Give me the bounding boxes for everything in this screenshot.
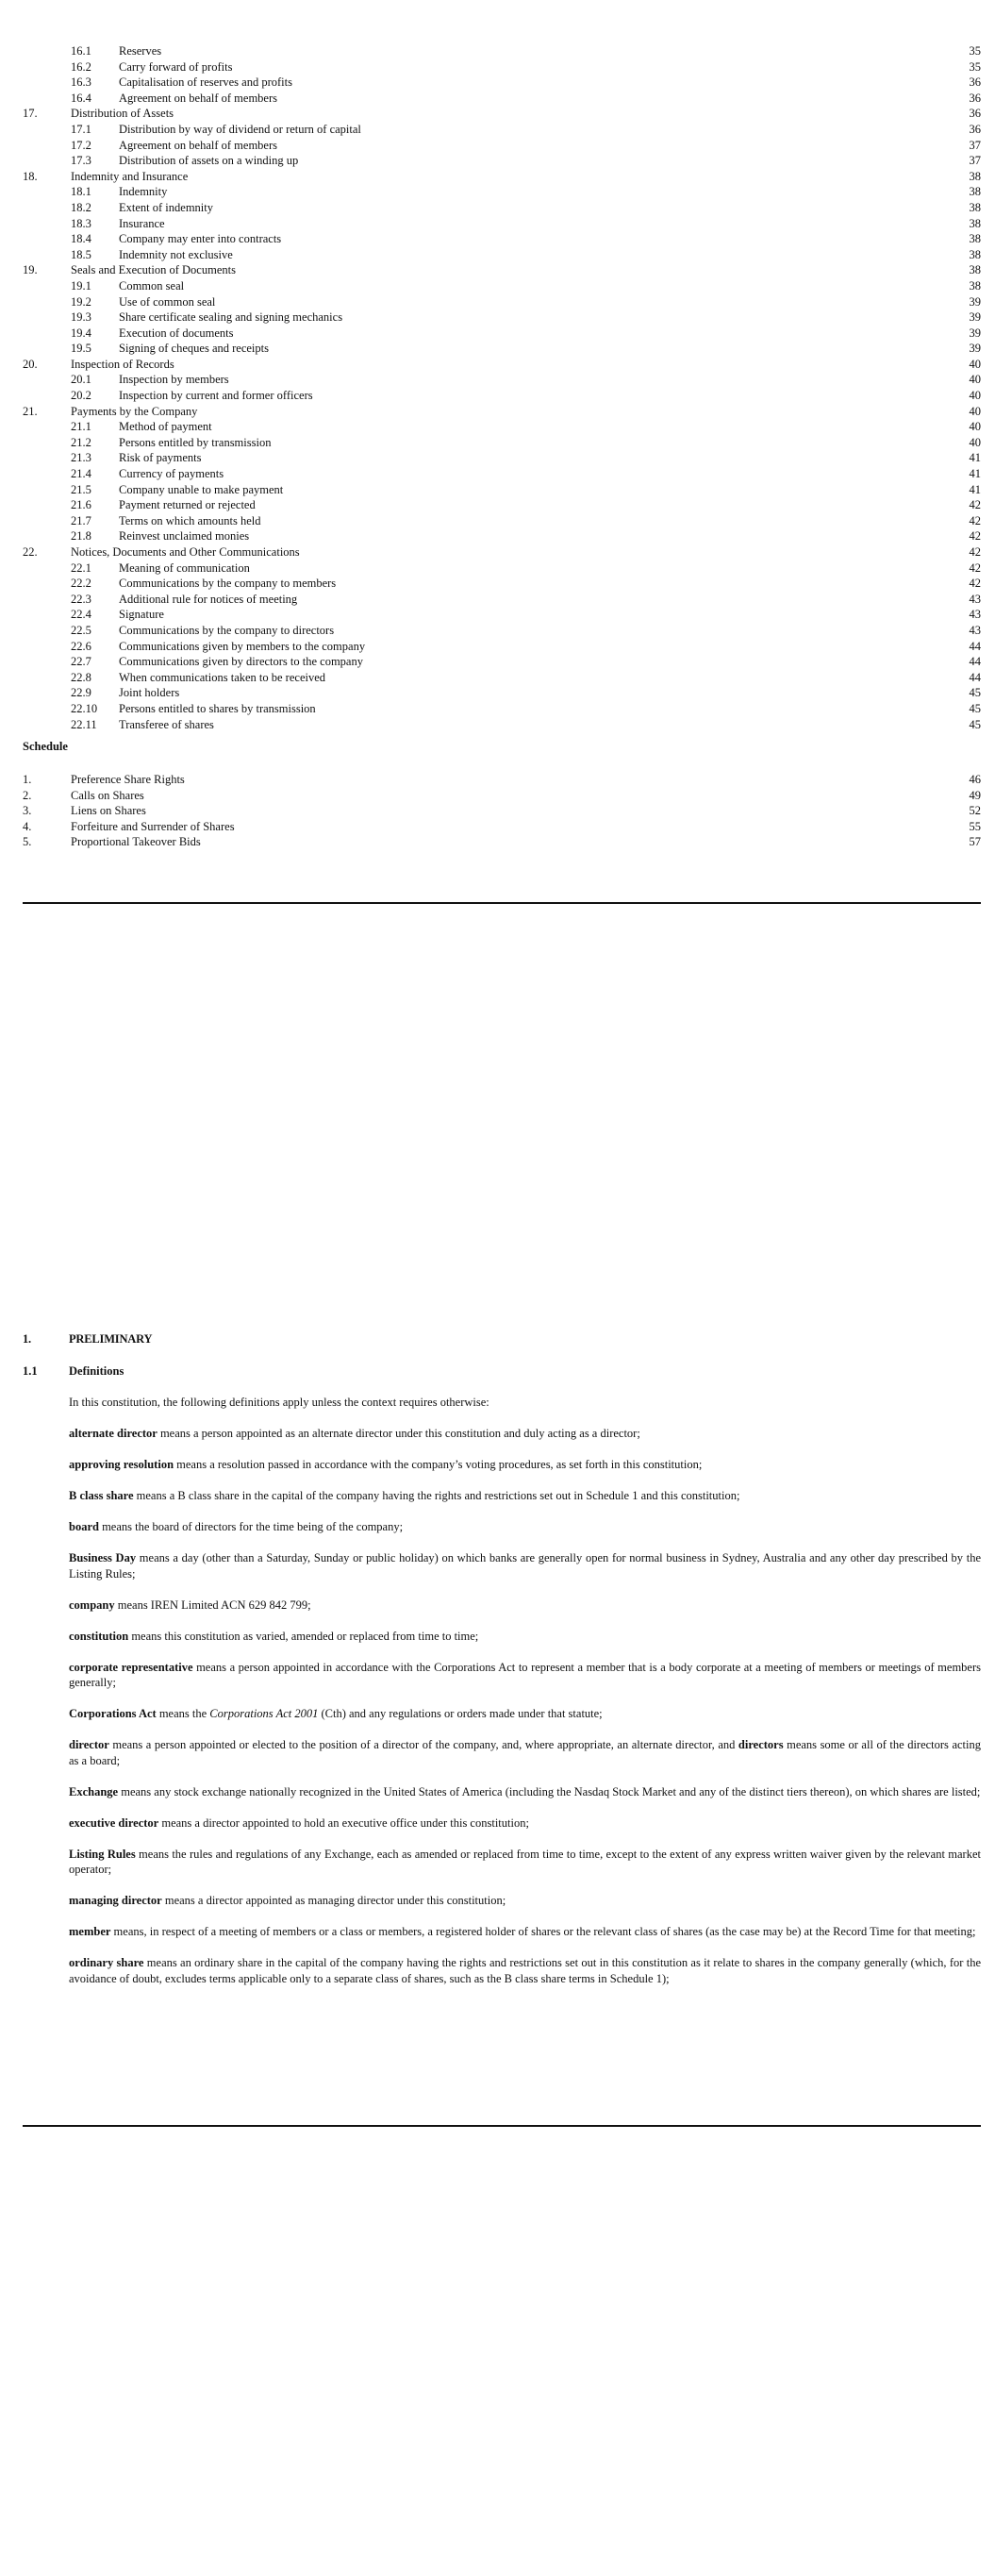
toc-subsection-row[interactable] bbox=[23, 278, 981, 294]
definition-text: means a director appointed to hold an executive office under this constitution; bbox=[158, 1815, 529, 1830]
toc-title: Additional rule for notices of meeting bbox=[119, 592, 298, 606]
toc-number: 21.1 bbox=[71, 420, 91, 434]
definition-text: means a person appointed as an alternate director under this constitution and duly acting as a director; bbox=[157, 1427, 640, 1440]
toc-title: Inspection by current and former officers bbox=[119, 389, 313, 403]
toc-subsection-row[interactable] bbox=[23, 435, 981, 451]
statute-title: Corporations Act 2001 bbox=[209, 1707, 319, 1720]
toc-subsection-row[interactable] bbox=[23, 576, 981, 592]
definition-text: means the board of directors for the time being of the company; bbox=[98, 1520, 404, 1533]
defined-term: director bbox=[69, 1738, 109, 1751]
toc-section-row[interactable] bbox=[23, 357, 981, 373]
toc-title: Agreement on behalf of members bbox=[119, 138, 277, 152]
defined-term: B class share bbox=[69, 1489, 134, 1502]
toc-page-number: 35 bbox=[969, 59, 981, 74]
schedule-number: 4. bbox=[23, 819, 32, 833]
toc-title: When communications taken to be received bbox=[119, 670, 326, 684]
toc-page-number: 42 bbox=[969, 529, 981, 544]
toc-page-number: 41 bbox=[969, 482, 981, 496]
definition-paragraph bbox=[69, 1426, 981, 1442]
schedule-number: 5. bbox=[23, 835, 32, 849]
toc-page-number: 45 bbox=[969, 701, 981, 715]
toc-page-number: 39 bbox=[969, 326, 981, 340]
toc-subsection-row[interactable] bbox=[23, 607, 981, 623]
toc-title: Company unable to make payment bbox=[119, 482, 284, 496]
toc-title: Reinvest unclaimed monies bbox=[119, 529, 250, 544]
toc-title: Communications given by members to the company bbox=[119, 639, 366, 653]
definition-text: (Cth) and any regulations or orders made under that statute; bbox=[318, 1707, 603, 1720]
toc-subsection-row[interactable] bbox=[23, 450, 981, 466]
toc-number: 20. bbox=[23, 357, 38, 371]
intro-paragraph: In this constitution, the following definitions apply unless the context requires otherwise: bbox=[69, 1396, 489, 1409]
defined-term: Exchange bbox=[69, 1784, 119, 1798]
toc-title: Currency of payments bbox=[119, 467, 224, 481]
toc-page-number: 38 bbox=[969, 216, 981, 230]
toc-subsection-row[interactable] bbox=[23, 91, 981, 107]
toc-number: 18.3 bbox=[71, 216, 91, 230]
toc-subsection-row[interactable] bbox=[23, 294, 981, 310]
definition-text: means a B class share in the capital of the company having the rights and restrictions set out in Schedule 1 and this constitution; bbox=[133, 1489, 740, 1502]
toc-page-number: 42 bbox=[969, 560, 981, 575]
toc-number: 18. bbox=[23, 169, 38, 183]
toc-number: 21.2 bbox=[71, 435, 91, 449]
toc-subsection-row[interactable] bbox=[23, 341, 981, 357]
section-title: PRELIMINARY bbox=[69, 1332, 153, 1346]
toc-page-number: 40 bbox=[969, 357, 981, 371]
toc-number: 19.1 bbox=[71, 278, 91, 293]
toc-section-row[interactable] bbox=[23, 404, 981, 420]
toc-subsection-row[interactable] bbox=[23, 200, 981, 216]
toc-number: 21.8 bbox=[71, 529, 91, 544]
toc-page-number: 36 bbox=[969, 75, 981, 90]
toc-title: Execution of documents bbox=[119, 326, 234, 340]
toc-title: Inspection by members bbox=[119, 373, 229, 387]
toc-title: Method of payment bbox=[119, 420, 212, 434]
defined-term: company bbox=[69, 1597, 115, 1612]
toc-title: Inspection of Records bbox=[71, 357, 174, 371]
definition-paragraph bbox=[69, 1488, 981, 1504]
schedule-row[interactable] bbox=[23, 788, 981, 804]
toc-number: 22.3 bbox=[71, 592, 91, 606]
definition-text: means any stock exchange nationally recognized in the United States of America (including the Nasdaq Stock Market and any of the distinct tiers thereon), on which shares are listed; bbox=[118, 1784, 981, 1798]
toc-section-row[interactable] bbox=[23, 169, 981, 185]
toc-title: Meaning of communication bbox=[119, 560, 250, 575]
toc-title: Communications by the company to members bbox=[119, 577, 337, 591]
toc-number: 16.1 bbox=[71, 44, 91, 58]
toc-subsection-row[interactable] bbox=[23, 513, 981, 529]
toc-number: 17. bbox=[23, 107, 38, 121]
toc-number: 16.4 bbox=[71, 91, 91, 105]
schedule-title: Liens on Shares bbox=[71, 804, 146, 818]
toc-page-number: 38 bbox=[969, 232, 981, 246]
definition-paragraph bbox=[69, 1893, 981, 1909]
toc-number: 19.4 bbox=[71, 326, 91, 340]
toc-number: 21.5 bbox=[71, 482, 91, 496]
subsection-number: 1.1 bbox=[23, 1364, 38, 1378]
schedule-title: Calls on Shares bbox=[71, 788, 144, 802]
toc-title: Persons entitled by transmission bbox=[119, 435, 272, 449]
toc-page-number: 38 bbox=[969, 200, 981, 214]
toc-title: Risk of payments bbox=[119, 451, 202, 465]
toc-page-number: 44 bbox=[969, 639, 981, 653]
toc-number: 16.3 bbox=[71, 75, 91, 90]
schedule-title: Preference Share Rights bbox=[71, 773, 185, 786]
toc-subsection-row[interactable] bbox=[23, 153, 981, 169]
toc-number: 18.1 bbox=[71, 185, 91, 199]
toc-subsection-row[interactable] bbox=[23, 419, 981, 435]
toc-subsection-row[interactable] bbox=[23, 592, 981, 608]
toc-subsection-row[interactable] bbox=[23, 309, 981, 326]
toc-subsection-row[interactable] bbox=[23, 59, 981, 75]
toc-page-number: 38 bbox=[969, 185, 981, 199]
toc-page-number: 43 bbox=[969, 608, 981, 622]
toc-title: Transferee of shares bbox=[119, 717, 214, 731]
toc-number: 22.8 bbox=[71, 670, 91, 684]
definition-text: means a person appointed in accordance with the Corporations Act to represent a member that is a body corporate at a meeting of members or meetings of members generally; bbox=[69, 1660, 982, 1689]
defined-term: board bbox=[69, 1520, 99, 1533]
definition-paragraph bbox=[69, 1629, 981, 1645]
toc-title: Terms on which amounts held bbox=[119, 513, 261, 527]
toc-page-number: 42 bbox=[969, 513, 981, 527]
toc-number: 22.11 bbox=[71, 717, 97, 731]
toc-title: Distribution of Assets bbox=[71, 107, 174, 121]
toc-page-number: 36 bbox=[969, 91, 981, 105]
toc-page-number: 45 bbox=[969, 686, 981, 700]
definition-paragraph bbox=[69, 1955, 981, 1986]
toc-subsection-row[interactable] bbox=[23, 247, 981, 263]
defined-term: approving resolution bbox=[69, 1458, 174, 1471]
definition-paragraph bbox=[69, 1737, 981, 1768]
toc-title: Use of common seal bbox=[119, 294, 216, 309]
toc-number: 21. bbox=[23, 404, 38, 418]
toc-page-number: 44 bbox=[969, 655, 981, 669]
toc-page-number: 38 bbox=[969, 278, 981, 293]
toc-number: 19. bbox=[23, 263, 38, 277]
toc-subsection-row[interactable] bbox=[23, 43, 981, 59]
schedule-row[interactable] bbox=[23, 772, 981, 788]
toc-page-number: 39 bbox=[969, 342, 981, 356]
toc-section-row[interactable] bbox=[23, 544, 981, 560]
toc-subsection-row[interactable] bbox=[23, 670, 981, 686]
toc-subsection-row[interactable] bbox=[23, 122, 981, 138]
schedule-row[interactable] bbox=[23, 834, 981, 850]
toc-subsection-row[interactable] bbox=[23, 466, 981, 482]
toc-page-number: 42 bbox=[969, 498, 981, 512]
toc-number: 19.2 bbox=[71, 294, 91, 309]
toc-number: 18.2 bbox=[71, 200, 91, 214]
toc-subsection-row[interactable] bbox=[23, 372, 981, 388]
toc-page-number: 40 bbox=[969, 435, 981, 449]
toc-title: Indemnity bbox=[119, 185, 168, 199]
definition-paragraph bbox=[69, 1924, 981, 1940]
toc-title: Notices, Documents and Other Communications bbox=[71, 545, 300, 559]
toc-number: 22.1 bbox=[71, 560, 91, 575]
subsection-title: Definitions bbox=[69, 1364, 124, 1378]
schedule-number: 1. bbox=[23, 773, 32, 786]
toc-number: 21.7 bbox=[71, 513, 91, 527]
toc-number: 22.4 bbox=[71, 608, 91, 622]
schedule-page-number: 55 bbox=[969, 819, 981, 833]
toc-title: Agreement on behalf of members bbox=[119, 91, 277, 105]
defined-term: constitution bbox=[69, 1629, 129, 1643]
defined-term: directors bbox=[738, 1738, 784, 1751]
definition-paragraph bbox=[69, 1706, 981, 1722]
table-of-contents bbox=[23, 43, 981, 732]
toc-title: Signature bbox=[119, 608, 164, 622]
toc-page-number: 39 bbox=[969, 310, 981, 325]
schedule-page-number: 46 bbox=[969, 773, 981, 786]
defined-term: member bbox=[69, 1925, 111, 1938]
defined-term: Corporations Act bbox=[69, 1707, 157, 1720]
toc-subsection-row[interactable] bbox=[23, 388, 981, 404]
toc-title: Signing of cheques and receipts bbox=[119, 342, 269, 356]
toc-number: 20.1 bbox=[71, 373, 91, 387]
definition-paragraph bbox=[69, 1457, 981, 1473]
toc-number: 22.2 bbox=[71, 577, 91, 591]
toc-title: Persons entitled to shares by transmission bbox=[119, 701, 316, 715]
definition-text: means a day (other than a Saturday, Sunday or public holiday) on which banks are generally open for normal business in Sydney, Australia and any other day prescribed by the Listing Rules; bbox=[69, 1551, 981, 1581]
toc-page-number: 39 bbox=[969, 294, 981, 309]
toc-title: Distribution by way of dividend or return of capital bbox=[119, 122, 361, 136]
definition-paragraph bbox=[69, 1519, 981, 1535]
schedule-title: Forfeiture and Surrender of Shares bbox=[71, 819, 235, 833]
toc-subsection-row[interactable] bbox=[23, 639, 981, 655]
toc-number: 22.7 bbox=[71, 655, 91, 669]
page-divider bbox=[23, 902, 981, 904]
toc-page-number: 40 bbox=[969, 389, 981, 403]
schedule-page-number: 52 bbox=[969, 804, 981, 818]
defined-term: executive director bbox=[69, 1815, 159, 1830]
toc-title: Carry forward of profits bbox=[119, 59, 233, 74]
toc-title: Joint holders bbox=[119, 686, 180, 700]
toc-title: Indemnity and Insurance bbox=[71, 169, 189, 183]
section-number: 1. bbox=[23, 1332, 31, 1346]
definition-paragraph bbox=[69, 1815, 981, 1832]
toc-section-row[interactable] bbox=[23, 106, 981, 122]
definition-text: means this constitution as varied, amended or replaced from time to time; bbox=[128, 1629, 479, 1643]
toc-number: 19.3 bbox=[71, 310, 91, 325]
definition-text: means the rules and regulations of any Exchange, each as amended or replaced from time to time, except to the extent of any express written waiver given by the relevant market operator; bbox=[69, 1847, 981, 1876]
schedule-title: Proportional Takeover Bids bbox=[71, 835, 201, 849]
toc-page-number: 43 bbox=[969, 623, 981, 637]
defined-term: managing director bbox=[69, 1894, 162, 1907]
definition-paragraph bbox=[69, 1847, 981, 1878]
toc-title: Distribution of assets on a winding up bbox=[119, 154, 299, 168]
toc-subsection-row[interactable] bbox=[23, 482, 981, 498]
schedule-page-number: 57 bbox=[969, 835, 981, 849]
toc-subsection-row[interactable] bbox=[23, 216, 981, 232]
defined-term: alternate director bbox=[69, 1427, 158, 1440]
toc-number: 16.2 bbox=[71, 59, 91, 74]
definition-text: means a director appointed as managing director under this constitution; bbox=[161, 1894, 506, 1907]
definition-text: means some or all of the directors acting as a board; bbox=[69, 1738, 981, 1767]
toc-number: 17.2 bbox=[71, 138, 91, 152]
definition-text: means, in respect of a meeting of members or a class or members, a registered holder of shares or the relevant class of shares (as the case may be) at the Record Time for that meeting; bbox=[110, 1925, 976, 1938]
defined-term: corporate representative bbox=[69, 1660, 193, 1674]
toc-number: 19.5 bbox=[71, 342, 91, 356]
toc-subsection-row[interactable] bbox=[23, 654, 981, 670]
definition-text: means IREN Limited ACN 629 842 799; bbox=[114, 1597, 311, 1612]
defined-term: Listing Rules bbox=[69, 1847, 136, 1861]
toc-page-number: 41 bbox=[969, 451, 981, 465]
toc-number: 22.10 bbox=[71, 701, 98, 715]
definition-paragraph bbox=[69, 1597, 981, 1614]
toc-page-number: 43 bbox=[969, 592, 981, 606]
toc-number: 21.6 bbox=[71, 498, 91, 512]
toc-number: 22.9 bbox=[71, 686, 91, 700]
toc-subsection-row[interactable] bbox=[23, 717, 981, 733]
definition-text: means a resolution passed in accordance with the company’s voting procedures, as set forth in this constitution; bbox=[174, 1458, 703, 1471]
toc-page-number: 36 bbox=[969, 107, 981, 121]
definition-text: means the bbox=[156, 1707, 210, 1720]
toc-number: 22.6 bbox=[71, 639, 91, 653]
toc-subsection-row[interactable] bbox=[23, 701, 981, 717]
schedule-row[interactable] bbox=[23, 803, 981, 819]
toc-subsection-row[interactable] bbox=[23, 528, 981, 544]
toc-number: 22.5 bbox=[71, 623, 91, 637]
toc-page-number: 37 bbox=[969, 138, 981, 152]
toc-number: 17.1 bbox=[71, 122, 91, 136]
toc-title: Company may enter into contracts bbox=[119, 232, 282, 246]
toc-subsection-row[interactable] bbox=[23, 685, 981, 701]
defined-term: Business Day bbox=[69, 1551, 137, 1564]
toc-title: Payment returned or rejected bbox=[119, 498, 256, 512]
toc-subsection-row[interactable] bbox=[23, 623, 981, 639]
definition-paragraph bbox=[69, 1784, 981, 1800]
toc-title: Capitalisation of reserves and profits bbox=[119, 75, 292, 90]
toc-title: Payments by the Company bbox=[71, 404, 198, 418]
toc-page-number: 38 bbox=[969, 263, 981, 277]
toc-page-number: 40 bbox=[969, 404, 981, 418]
toc-page-number: 40 bbox=[969, 420, 981, 434]
toc-title: Communications given by directors to the company bbox=[119, 655, 363, 669]
toc-subsection-row[interactable] bbox=[23, 560, 981, 577]
toc-page-number: 42 bbox=[969, 545, 981, 559]
toc-number: 18.4 bbox=[71, 232, 91, 246]
toc-title: Extent of indemnity bbox=[119, 200, 213, 214]
toc-page-number: 44 bbox=[969, 670, 981, 684]
toc-page-number: 38 bbox=[969, 169, 981, 183]
toc-title: Share certificate sealing and signing mechanics bbox=[119, 310, 343, 325]
schedule-number: 2. bbox=[23, 788, 32, 802]
toc-subsection-row[interactable] bbox=[23, 184, 981, 200]
toc-title: Indemnity not exclusive bbox=[119, 247, 233, 261]
toc-number: 17.3 bbox=[71, 154, 91, 168]
toc-title: Common seal bbox=[119, 278, 185, 293]
schedule-row[interactable] bbox=[23, 819, 981, 835]
definition-paragraph bbox=[69, 1550, 981, 1581]
toc-subsection-row[interactable] bbox=[23, 497, 981, 513]
toc-number: 20.2 bbox=[71, 389, 91, 403]
definition-text: means a person appointed or elected to the position of a director of the company, and, where appropriate, an alternate director, and bbox=[108, 1738, 738, 1751]
toc-section-row[interactable] bbox=[23, 262, 981, 278]
schedule-page-number: 49 bbox=[969, 788, 981, 802]
toc-title: Reserves bbox=[119, 44, 162, 58]
toc-title: Insurance bbox=[119, 216, 165, 230]
schedule-number: 3. bbox=[23, 804, 32, 818]
definitions-body bbox=[69, 1395, 981, 2002]
toc-title: Communications by the company to directors bbox=[119, 623, 335, 637]
schedule-heading: Schedule bbox=[23, 740, 68, 753]
toc-page-number: 41 bbox=[969, 467, 981, 481]
toc-subsection-row[interactable] bbox=[23, 138, 981, 154]
toc-number: 21.3 bbox=[71, 451, 91, 465]
toc-subsection-row[interactable] bbox=[23, 231, 981, 247]
toc-number: 21.4 bbox=[71, 467, 91, 481]
toc-number: 18.5 bbox=[71, 247, 91, 261]
toc-page-number: 45 bbox=[969, 717, 981, 731]
page-divider bbox=[23, 2125, 981, 2127]
schedule-list bbox=[23, 772, 981, 850]
toc-page-number: 38 bbox=[969, 247, 981, 261]
toc-subsection-row[interactable] bbox=[23, 75, 981, 91]
toc-title: Seals and Execution of Documents bbox=[71, 263, 236, 277]
definition-text: means an ordinary share in the capital of the company having the rights and restrictions set out in this constitution as it relate to shares in the company generally (which, for the avoidance of doubt, excludes terms applicable only to a separate class of shares, such as the B class share terms in Schedule 1); bbox=[69, 1956, 981, 1985]
toc-page-number: 37 bbox=[969, 154, 981, 168]
toc-page-number: 36 bbox=[969, 122, 981, 136]
toc-page-number: 42 bbox=[969, 577, 981, 591]
toc-page-number: 40 bbox=[969, 373, 981, 387]
toc-number: 22. bbox=[23, 545, 38, 559]
toc-page-number: 35 bbox=[969, 44, 981, 58]
definition-paragraph bbox=[69, 1660, 981, 1691]
toc-subsection-row[interactable] bbox=[23, 326, 981, 342]
defined-term: ordinary share bbox=[69, 1956, 144, 1969]
